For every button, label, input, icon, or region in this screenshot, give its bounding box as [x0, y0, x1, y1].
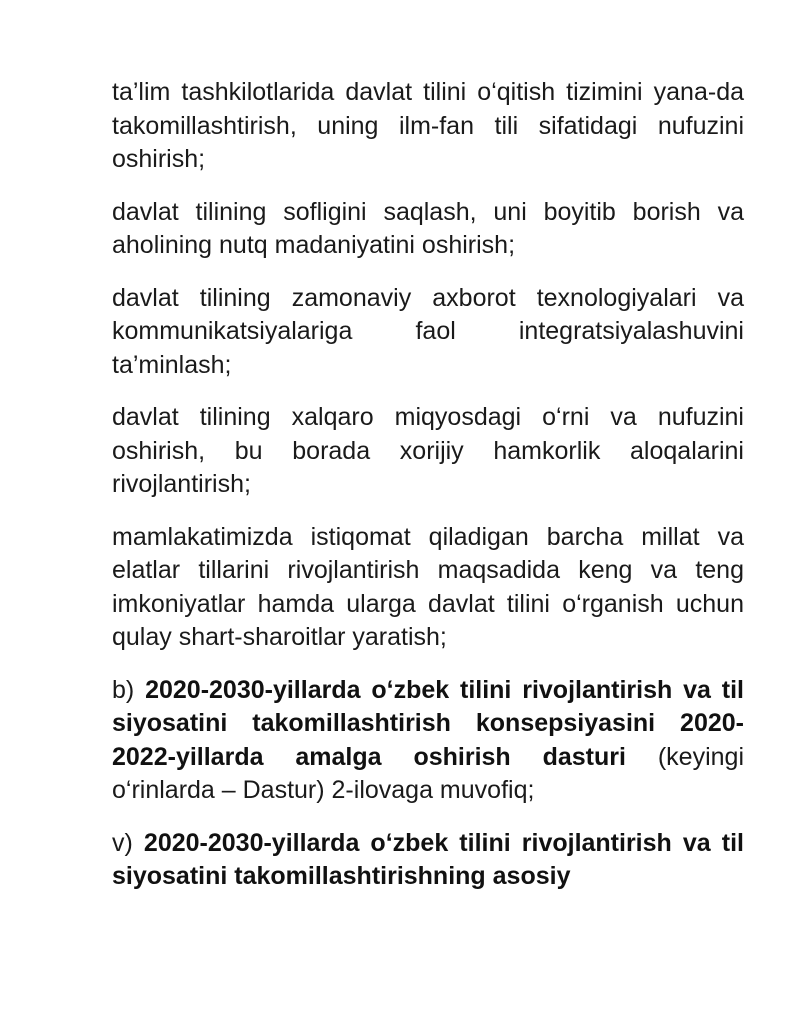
paragraph-national-languages [112, 521, 744, 655]
paragraph-international-role [112, 401, 744, 502]
paragraph-text: davlat tilining sofligini saqlash, uni boyitib borish va aholining nutq madaniyatini oshirish; [112, 197, 744, 259]
item-bold-title: 2020-2030-yillarda o‘zbek tilini rivojlantirish va til siyosatini takomillashtirish konsepsiyasini 2020-2022-yillarda amalga oshirish dasturi [112, 675, 744, 771]
paragraph-teaching-system [112, 76, 744, 177]
paragraph-language-purity [112, 196, 744, 263]
document-page [112, 76, 744, 913]
item-bold-title: 2020-2030-yillarda o‘zbek tilini rivojlantirish va til siyosatini takomillashtirishning asosiy [112, 828, 744, 890]
paragraph-text: davlat tilining zamonaviy axborot texnologiyalari va kommunikatsiyalariga faol integratsiyalashuvini ta’minlash; [112, 283, 744, 379]
paragraph-item-v [112, 827, 744, 894]
paragraph-text: davlat tilining xalqaro miqyosdagi o‘rni va nufuzini oshirish, bu borada xorijiy hamkorlik aloqalarini rivojlantirish; [112, 403, 744, 498]
paragraph-text: mamlakatimizda istiqomat qiladigan barcha millat va elatlar tillarini rivojlantirish maqsadida keng va teng imkoniyatlar hamda ularga davlat tilini o‘rganish uchun qulay shart-sharoitlar yaratish; [112, 522, 744, 651]
item-suffix: (keyingi o‘rinlarda – Dastur) 2-ilovaga muvofiq; [112, 742, 745, 804]
paragraph-it-integration [112, 282, 744, 383]
item-prefix: b) [112, 675, 146, 704]
paragraph-text: ta’lim tashkilotlarida davlat tilini o‘qitish tizimini yana-da takomillashtirish, uning ilm-fan tili sifatidagi nufuzini oshirish; [112, 78, 744, 173]
paragraph-item-b [112, 674, 744, 808]
item-prefix: v) [112, 828, 144, 857]
